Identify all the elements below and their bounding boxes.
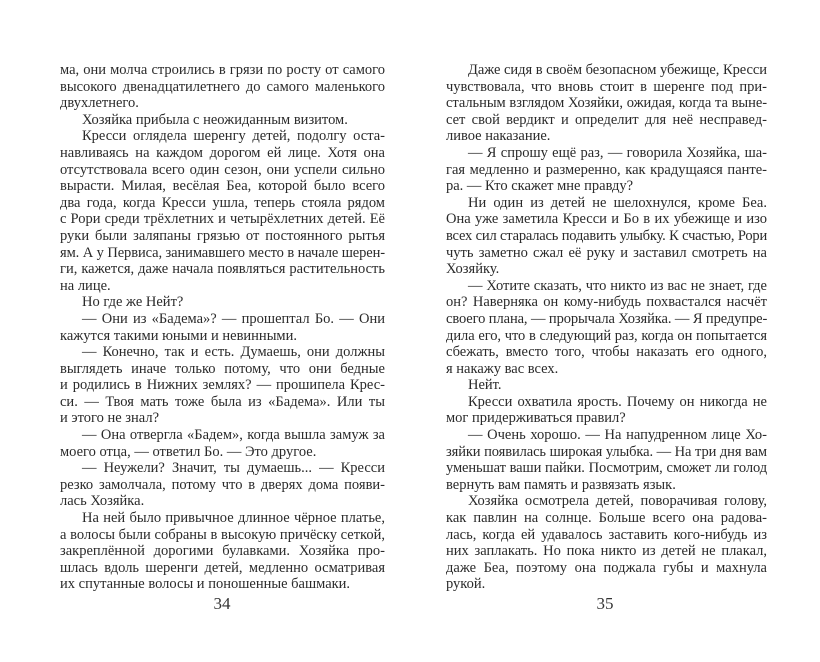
text-line: зяйки появилась широкая улыбка. — На три дня вам: [446, 443, 767, 460]
text-line: ливое наказание.: [446, 128, 551, 145]
text-line: шлась вдоль шеренги детей, медленно осматривая: [60, 559, 385, 576]
text-line: я накажу вас всех.: [446, 360, 559, 377]
text-line: резко замолчала, потому что в дверях дома появи-: [60, 476, 385, 493]
text-line: выглядеть иначе только потому, что они бедные: [60, 360, 385, 377]
page-number-left: 34: [213, 594, 231, 613]
paragraph: [446, 278, 767, 378]
text-line: чувствовала, что вновь стоит в шеренге под при-: [446, 78, 767, 95]
text-line: отсутствовала всего один сезон, они успели сильно: [60, 161, 385, 178]
text-line: кажутся такими юными и невинными.: [60, 327, 297, 344]
paragraph: [446, 427, 767, 493]
text-line: них заплакать. Но пока никто из детей не плакал,: [446, 543, 767, 560]
text-line: даже Беа, поэтому она поджала губы и махнула: [446, 559, 767, 576]
paragraph: [60, 311, 385, 344]
text-line: руки были заляпаны грязью от постоянного рытья: [60, 227, 385, 244]
paragraph: [60, 344, 385, 427]
text-line: дила его, что в следующий раз, когда он попытается: [446, 327, 767, 344]
right-page-text: [446, 62, 767, 593]
text-line: Хозяйка осмотрела детей, поворачивая голову,: [468, 493, 767, 510]
paragraph: [60, 128, 385, 294]
text-line: сбежать, вместо того, чтобы наказать его одного,: [446, 344, 767, 361]
text-line: ма, они молча строились в грязи по росту от самого: [60, 62, 385, 78]
text-line: сет свой вердикт и определит для неё несправед-: [446, 111, 767, 128]
left-page-text: [60, 62, 385, 593]
text-line: как павлин на солнце. Больше всего она радова-: [446, 510, 767, 527]
text-line: вырасти. Милая, весёлая Беа, которой было всего: [60, 178, 385, 195]
text-line: — Она отвергла «Бадем», когда вышла замуж за: [82, 427, 385, 444]
paragraph: [446, 62, 767, 145]
text-line: с Рори среди трёхлетних и четырёхлетних детей. Её: [60, 211, 385, 228]
text-line: лась, когда ей удавалось заставить кого-нибудь из: [446, 526, 767, 543]
paragraph: [446, 377, 767, 394]
text-line: Кресси оглядела шеренгу детей, подолгу оста-: [82, 128, 385, 145]
text-line: ги, кажется, даже начала появляться растительность: [60, 261, 385, 278]
paragraph: [60, 112, 385, 129]
text-line: всех сил старалась подавить улыбку. К счастью, Рори: [446, 227, 767, 244]
text-line: стальным взглядом Хозяйки, ожидая, когда та выне-: [446, 95, 767, 112]
text-line: си. — Твоя мать тоже была из «Бадема». Или ты: [60, 393, 385, 410]
text-line: — Очень хорошо. — На напудренном лице Хо-: [468, 427, 767, 444]
paragraph: [446, 493, 767, 593]
text-line: а волосы были собраны в высокую причёску сеткой,: [60, 526, 385, 543]
text-line: на лице.: [60, 277, 111, 294]
text-line: Она уже заметила Кресси и Бо в их убежище и изо: [446, 211, 767, 228]
paragraph: [60, 510, 385, 593]
text-line: Даже сидя в своём безопасном убежище, Кресси: [468, 62, 767, 78]
paragraph: [60, 460, 385, 510]
text-line: Нейт.: [468, 377, 502, 394]
text-line: рукой.: [446, 576, 486, 593]
paragraph: [60, 294, 385, 311]
text-line: уменьшат ваши пайки. Посмотрим, сможет ли голод: [446, 460, 767, 477]
text-line: лась Хозяйка.: [60, 493, 145, 510]
paragraph: [446, 145, 767, 195]
text-line: двухлетнего.: [60, 95, 139, 112]
text-line: своего плана, — прорычала Хозяйка. — Я предупре-: [446, 310, 768, 327]
text-line: — Хотите сказать, что никто из вас не знает, где: [468, 277, 767, 294]
text-line: Кресси охватила ярость. Почему он никогда не: [468, 393, 767, 410]
text-line: ям. А у Первиса, занимавшего место в начале шерен-: [60, 244, 385, 261]
text-line: и родились в Нижних землях? — прошипела Крес-: [60, 377, 385, 394]
text-line: ра. — Кто скажет мне правду?: [446, 178, 634, 195]
text-line: Но где же Нейт?: [82, 294, 184, 311]
text-line: Хозяйку.: [446, 261, 500, 278]
text-line: — Я спрошу ещё раз, — говорила Хозяйка, ша-: [468, 144, 767, 161]
text-line: гая медленно и размеренно, как крадущаяся панте-: [446, 161, 767, 178]
text-line: высокого двенадцатилетнего до самого маленького: [60, 78, 385, 95]
text-line: Хозяйка прибыла с неожиданным визитом.: [82, 111, 348, 128]
text-line: два года, когда Кресси ушла, теперь стояла рядом: [60, 194, 385, 211]
text-line: На ней было привычное длинное чёрное платье,: [82, 510, 385, 527]
text-line: навливаясь на каждом дорогом ей лице. Хотя она: [60, 144, 385, 161]
text-line: чуть заметно сжал её руку и заставил смотреть на: [446, 244, 767, 261]
text-line: моего отца, — ответил Бо. — Это другое.: [60, 443, 317, 460]
text-line: закреплённой дорогими булавками. Хозяйка про-: [60, 543, 385, 560]
text-line: и этого не знал?: [60, 410, 160, 427]
paragraph: [446, 195, 767, 278]
text-line: — Конечно, так и есть. Думаешь, они должны: [82, 344, 385, 361]
paragraph: [446, 394, 767, 427]
text-line: мог придерживаться правил?: [446, 410, 626, 427]
text-line: их спутанные волосы и поношенные башмаки.: [60, 576, 351, 593]
paragraph: [60, 427, 385, 460]
text-line: он? Наверняка он кому-нибудь похвастался насчёт: [446, 294, 767, 311]
text-line: — Неужели? Значит, ты думаешь... — Кресси: [82, 460, 385, 477]
text-line: вернуть вам память и развязать язык.: [446, 476, 676, 493]
text-line: — Они из «Бадема»? — прошептал Бо. — Они: [82, 310, 385, 327]
page-number-right: 35: [596, 594, 614, 613]
paragraph: [60, 62, 385, 112]
text-line: Ни один из детей не шелохнулся, кроме Беа.: [468, 194, 767, 211]
